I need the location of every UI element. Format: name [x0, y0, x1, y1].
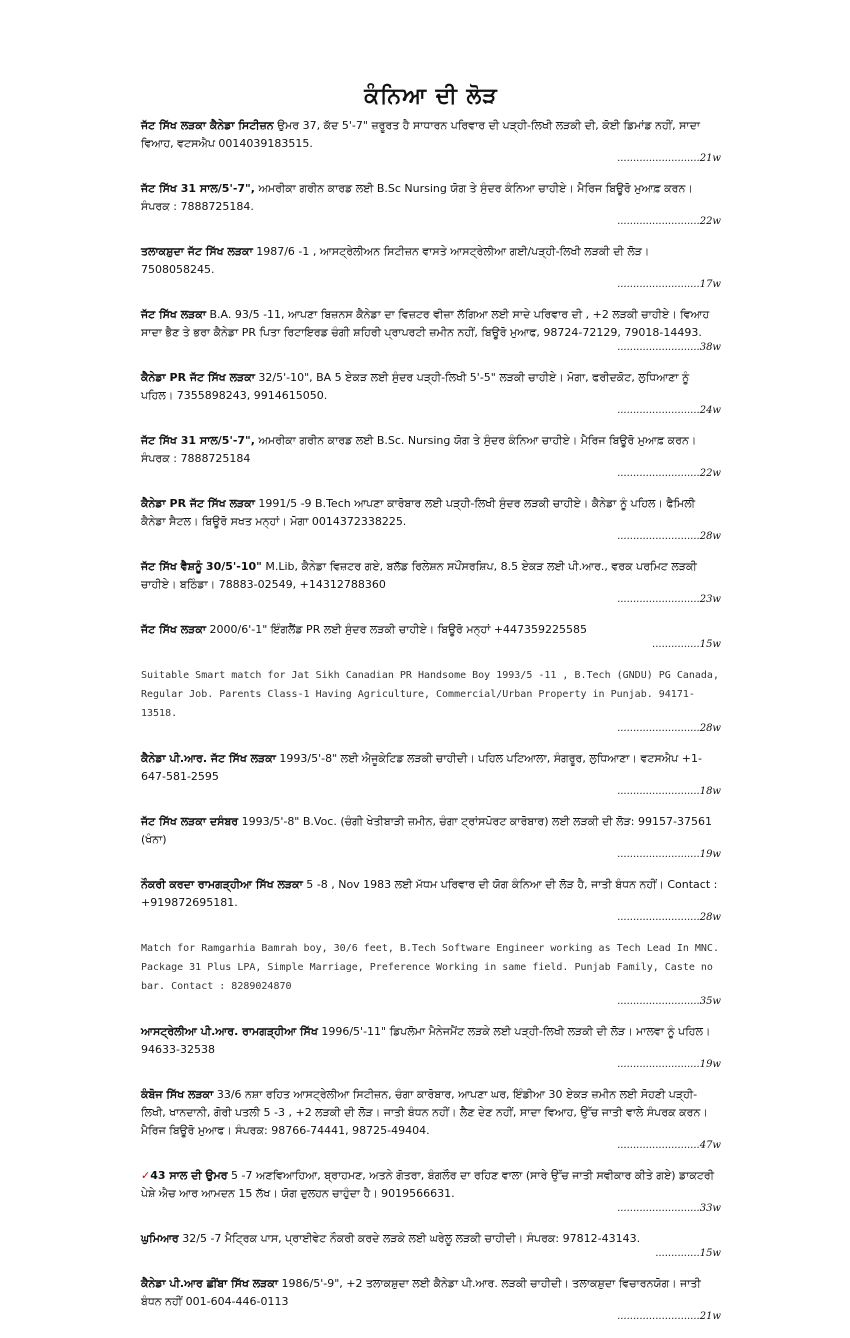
ad-reference: ..........................19w [617, 849, 721, 860]
ad-body: Suitable Smart match for Jat Sikh Canadian PR Handsome Boy 1993/5 -11 , B.Tech (GNDU) PG Canada, Regular Job. Parents Class-1 Having Agriculture, Commercial/Urban Property in Punjab. 94171-13518. [141, 670, 719, 719]
ad-text [141, 495, 721, 543]
ad-reference: ..........................38w [617, 342, 721, 353]
ad-text [141, 1230, 721, 1260]
classified-ad [141, 495, 721, 543]
ad-body: B.A. 93/5 -11, ਆਪਣਾ ਬਿਜ਼ਨਸ ਕੈਨੇਡਾ ਦਾ ਵਿਜ਼ਟਰ ਵੀਜ਼ਾ ਲੱਗਿਆ ਲਈ ਸਾਦੇ ਪਰਿਵਾਰ ਦੀ , +2 ਲੜਕੀ ਚਾਹੀਏ। ਵਿਆਹ ਸਾਦਾ ਭੈਣ ਤੇ ਭਰਾ ਕੈਨੇਡਾ PR ਪਿਤਾ ਰਿਟਾਇਰਡ ਚੰਗੀ ਸ਼ਹਿਰੀ ਪ੍ਰਾਪਰਟੀ ਜ਼ਮੀਨ ਨਹੀਂ, ਬਿਊਰੋ ਮੁਆਫ, 98724-72129, 79018-14493. [141, 308, 710, 339]
ad-headline: ਕੈਨੇਡਾ PR ਜੱਟ ਸਿੱਖ ਲੜਕਾ [141, 497, 255, 510]
ad-reference: ..........................21w [617, 1311, 721, 1322]
ad-reference: ..........................33w [617, 1203, 721, 1214]
ad-reference: ..........................24w [617, 405, 721, 416]
ad-body: 1991/5 -9 B.Tech ਆਪਣਾ ਕਾਰੋਬਾਰ ਲਈ ਪੜ੍ਹੀ-ਲਿਖੀ ਸੁੰਦਰ ਲੜਕੀ ਚਾਹੀਏ। ਕੈਨੇਡਾ ਨੂੰ ਪਹਿਲ। ਫੈਮਿਲੀ ਕੈਨੇਡਾ ਸੈਟਲ। ਬਿਊਰੋ ਸਖਤ ਮਨ੍ਹਾਂ। ਮੋਗਾ 0014372338225. [141, 497, 696, 528]
ad-reference: ..........................47w [617, 1140, 721, 1151]
checkmark-icon: ✓ [141, 1169, 151, 1182]
ad-body: 33/6 ਨਸ਼ਾ ਰਹਿਤ ਆਸਟ੍ਰੇਲੀਆ ਸਿਟੀਜ਼ਨ, ਚੰਗਾ ਕਾਰੋਬਾਰ, ਆਪਣਾ ਘਰ, ਇੰਡੀਆ 30 ਏਕੜ ਜ਼ਮੀਨ ਲਈ ਸੋਹਣੀ ਪੜ੍ਹੀ-ਲਿਖੀ, ਖਾਨਦਾਨੀ, ਗੋਰੀ ਪਤਲੀ 5 -3 , +2 ਲੜਕੀ ਦੀ ਲੋੜ। ਜਾਤੀ ਬੰਧਨ ਨਹੀਂ। ਲੈਣ ਦੇਣ ਨਹੀਂ, ਸਾਦਾ ਵਿਆਹ, ਉੱਚ ਜਾਤੀ ਵਾਲੇ ਸੰਪਰਕ ਕਰਨ। ਮੈਰਿਜ ਬਿਊਰੋ ਮੁਆਫ। ਸੰਪਰਕ: 98766-74441, 98725-49404. [141, 1088, 708, 1137]
ad-headline: ਨੌਕਰੀ ਕਰਦਾ ਰਾਮਗੜ੍ਹੀਆ ਸਿੱਖ ਲੜਕਾ [141, 878, 303, 891]
ad-body: 1987/6 -1 , ਆਸਟ੍ਰੇਲੀਅਨ ਸਿਟੀਜ਼ਨ ਵਾਸਤੇ ਆਸਟ੍ਰੇਲੀਆ ਗਈ/ਪੜ੍ਹੀ-ਲਿਖੀ ਲੜਕੀ ਦੀ ਲੋੜ। 7508058245. [141, 245, 650, 276]
ad-text [141, 432, 721, 480]
ad-headline: ਜੱਟ ਸਿੱਖ ਲੜਕਾ [141, 308, 207, 321]
classified-ad [141, 117, 721, 165]
classified-ad [141, 306, 721, 354]
ad-body: 1986/5'-9", +2 ਤਲਾਕਸ਼ੁਦਾ ਲਈ ਕੈਨੇਡਾ ਪੀ.ਆਰ. ਲੜਕੀ ਚਾਹੀਦੀ। ਤਲਾਕਸ਼ੁਦਾ ਵਿਚਾਰਨਯੋਗ। ਜਾਤੀ ਬੰਧਨ ਨਹੀਂ 001-604-446-0113 [141, 1277, 701, 1308]
page-title: ਕੰਨਿਆ ਦੀ ਲੋੜ [364, 84, 498, 109]
classified-ad [141, 1230, 721, 1260]
classified-ad [141, 666, 721, 735]
ad-body: M.Lib, ਕੈਨੇਡਾ ਵਿਜ਼ਟਰ ਗਏ, ਬਲੱਡ ਰਿਲੇਸ਼ਨ ਸਪੌਂਸਰਸ਼ਿਪ, 8.5 ਏਕੜ ਲਈ ਪੀ.ਆਰ., ਵਰਕ ਪਰਮਿਟ ਲੜਕੀ ਚਾਹੀਏ। ਬਠਿੰਡਾ। 78883-02549, +14312788360 [141, 560, 697, 591]
ad-text [141, 1167, 721, 1215]
ad-reference: ..........................19w [617, 1059, 721, 1070]
ad-text [141, 1086, 721, 1152]
ad-text [141, 558, 721, 606]
ad-text [141, 813, 721, 861]
ad-body: 32/5'-10", BA 5 ਏਕੜ ਲਈ ਸੁੰਦਰ ਪੜ੍ਹੀ-ਲਿਖੀ 5'-5" ਲੜਕੀ ਚਾਹੀਏ। ਮੋਗਾ, ਫਰੀਦਕੋਟ, ਲੁਧਿਆਣਾ ਨੂੰ ਪਹਿਲ। 7355898243, 9914615050. [141, 371, 690, 402]
ad-text [141, 180, 721, 228]
ad-body: 1996/5'-11" ਡਿਪਲੋਮਾ ਮੈਨੇਜਮੈਂਟ ਲੜਕੇ ਲਈ ਪੜ੍ਹੀ-ਲਿਖੀ ਲੜਕੀ ਦੀ ਲੋੜ। ਮਾਲਵਾ ਨੂੰ ਪਹਿਲ। 94633-32538 [141, 1025, 711, 1056]
ad-reference: ..........................28w [617, 912, 721, 923]
ad-text [141, 369, 721, 417]
ad-text [141, 621, 721, 651]
ad-reference: ..........................22w [617, 468, 721, 479]
ad-headline: ਕੈਨੇਡਾ PR ਜੱਟ ਸਿੱਖ ਲੜਕਾ [141, 371, 255, 384]
ad-reference: ..........................28w [617, 531, 721, 542]
ad-reference: ..........................28w [617, 723, 721, 734]
ad-reference: ..........................23w [617, 594, 721, 605]
ad-headline: ਜੱਟ ਸਿੱਖ 31 ਸਾਲ/5'-7", [141, 182, 255, 195]
ad-headline: ਜੱਟ ਸਿੱਖ ਲੜਕਾ [141, 623, 207, 636]
ad-reference: ..........................22w [617, 216, 721, 227]
ad-headline: ਕੈਨੇਡਾ ਪੀ.ਆਰ. ਜੱਟ ਸਿੱਖ ਲੜਕਾ [141, 752, 276, 765]
ad-reference: ..........................18w [617, 786, 721, 797]
ad-body: ਅਮਰੀਕਾ ਗਰੀਨ ਕਾਰਡ ਲਈ B.Sc. Nursing ਯੋਗ ਤੇ ਸੁੰਦਰ ਕੰਨਿਆ ਚਾਹੀਏ। ਮੈਰਿਜ ਬਿਊਰੋ ਮੁਆਫ਼ ਕਰਨ। ਸੰਪਰਕ : 7888725184 [141, 434, 697, 465]
ad-headline: ਜੱਟ ਸਿੱਖ ਵੈਸ਼ਨੂੰ 30/5'-10" [141, 560, 262, 573]
classified-ad [141, 813, 721, 861]
classified-ad [141, 939, 721, 1008]
ad-text [141, 939, 721, 1008]
ad-body: ਅਮਰੀਕਾ ਗਰੀਨ ਕਾਰਡ ਲਈ B.Sc Nursing ਯੋਗ ਤੇ ਸੁੰਦਰ ਕੰਨਿਆ ਚਾਹੀਏ। ਮੈਰਿਜ ਬਿਊਰੋ ਮੁਆਫ਼ ਕਰਨ। ਸੰਪਰਕ : 7888725184. [141, 182, 693, 213]
ad-reference: ..............15w [655, 1248, 721, 1259]
ad-body: 1993/5'-8" ਲਈ ਐਜੂਕੇਟਿਡ ਲੜਕੀ ਚਾਹੀਦੀ। ਪਹਿਲ ਪਟਿਆਲਾ, ਸੰਗਰੂਰ, ਲੁਧਿਆਣਾ। ਵਟਸਐਪ +1-647-581-2595 [141, 752, 702, 783]
ad-body: 5 -8 , Nov 1983 ਲਈ ਮੱਧਮ ਪਰਿਵਾਰ ਦੀ ਯੋਗ ਕੰਨਿਆ ਦੀ ਲੋੜ ਹੈ, ਜਾਤੀ ਬੰਧਨ ਨਹੀਂ। Contact : +919872695181. [141, 878, 718, 909]
ad-body: Match for Ramgarhia Bamrah boy, 30/6 feet, B.Tech Software Engineer working as Tech Lead In MNC. Package 31 Plus LPA, Simple Marriage, Preference Working in same field. Punjab Family, Caste no bar. Contact : 8289024870 [141, 943, 719, 992]
ad-reference: ..........................21w [617, 153, 721, 164]
ad-text [141, 306, 721, 354]
ad-text [141, 876, 721, 924]
ad-headline: ਜੱਟ ਸਿੱਖ ਲੜਕਾ ਕੈਨੇਡਾ ਸਿਟੀਜ਼ਨ [141, 119, 274, 132]
classified-ad [141, 1023, 721, 1071]
ad-reference: ..........................17w [617, 279, 721, 290]
ad-reference: ..........................35w [617, 996, 721, 1007]
classified-ad [141, 876, 721, 924]
ad-headline: ਆਸਟ੍ਰੇਲੀਆ ਪੀ.ਆਰ. ਰਾਮਗੜ੍ਹੀਆ ਸਿੱਖ [141, 1025, 318, 1038]
classified-ad [141, 621, 721, 651]
ad-headline: ਤਲਾਕਸ਼ੁਦਾ ਜੱਟ ਸਿੱਖ ਲੜਕਾ [141, 245, 253, 258]
classified-ad [141, 750, 721, 798]
ad-body: 2000/6'-1" ਇੰਗਲੈਂਡ PR ਲਈ ਸੁੰਦਰ ਲੜਕੀ ਚਾਹੀਏ। ਬਿਊਰੋ ਮਨ੍ਹਾਂ +447359225585 [206, 623, 588, 636]
ad-text [141, 243, 721, 291]
classified-ad [141, 180, 721, 228]
ad-body: 1993/5'-8" B.Voc. (ਚੰਗੀ ਖੇਤੀਬਾੜੀ ਜ਼ਮੀਨ, ਚੰਗਾ ਟ੍ਰਾਂਸਪੋਰਟ ਕਾਰੋਬਾਰ) ਲਈ ਲੜਕੀ ਦੀ ਲੋੜ: 99157-37561 (ਖੰਨਾ) [141, 815, 712, 846]
ad-headline: ਜੱਟ ਸਿੱਖ ਲੜਕਾ ਦਸੰਬਰ [141, 815, 239, 828]
ads-list [141, 117, 721, 1323]
ad-body: 5 -7 ਅਣਵਿਆਹਿਆ, ਬ੍ਰਾਹਮਣ, ਅਤਨੇ ਗੋਤਰਾ, ਬੰਗਲੌਰ ਦਾ ਰਹਿਣ ਵਾਲਾ (ਸਾਰੇ ਉੱਚ ਜਾਤੀ ਸਵੀਕਾਰ ਕੀਤੇ ਗਏ) ਡਾਕਟਰੀ ਪੇਸ਼ੇ ਐਚ ਆਰ ਆਮਦਨ 15 ਲੱਖ। ਯੋਗ ਦੁਲਹਨ ਚਾਹੁੰਦਾ ਹੈ। 9019566631. [141, 1169, 715, 1200]
ad-headline: 43 ਸਾਲ ਦੀ ਉਮਰ [150, 1169, 228, 1182]
ad-text [141, 666, 721, 735]
ad-text [141, 117, 721, 165]
ad-body: 32/5 -7 ਮੈਟ੍ਰਿਕ ਪਾਸ, ਪ੍ਰਾਈਵੇਟ ਨੌਕਰੀ ਕਰਦੇ ਲੜਕੇ ਲਈ ਘਰੇਲੂ ਲੜਕੀ ਚਾਹੀਦੀ। ਸੰਪਰਕ: 97812-43143. [178, 1232, 641, 1245]
classified-ad [141, 1167, 721, 1215]
classified-ad [141, 432, 721, 480]
ad-body: ਉਮਰ 37, ਕੱਦ 5'-7" ਜ਼ਰੂਰਤ ਹੈ ਸਾਧਾਰਨ ਪਰਿਵਾਰ ਦੀ ਪੜ੍ਹੀ-ਲਿਖੀ ਲੜਕੀ ਦੀ, ਕੋਈ ਡਿਮਾਂਡ ਨਹੀਂ, ਸਾਦਾ ਵਿਆਹ, ਵਟਸਐਪ 0014039183515. [141, 119, 700, 150]
ad-headline: ਕੈਨੇਡਾ ਪੀ.ਆਰ ਛੀਂਬਾ ਸਿੱਖ ਲੜਕਾ [141, 1277, 279, 1290]
classified-ad [141, 558, 721, 606]
ad-headline: ਜੱਟ ਸਿੱਖ 31 ਸਾਲ/5'-7", [141, 434, 255, 447]
ad-text [141, 750, 721, 798]
classified-ad [141, 1086, 721, 1152]
ad-reference: ...............15w [652, 639, 721, 650]
classified-ad [141, 369, 721, 417]
ad-headline: ਕੰਬੋਜ ਸਿੱਖ ਲੜਕਾ [141, 1088, 214, 1101]
ad-headline: ਘੁਮਿਆਰ [141, 1232, 179, 1245]
classified-ad [141, 1275, 721, 1323]
ad-text [141, 1275, 721, 1323]
ad-text [141, 1023, 721, 1071]
page [141, 84, 721, 1338]
classified-ad [141, 243, 721, 291]
